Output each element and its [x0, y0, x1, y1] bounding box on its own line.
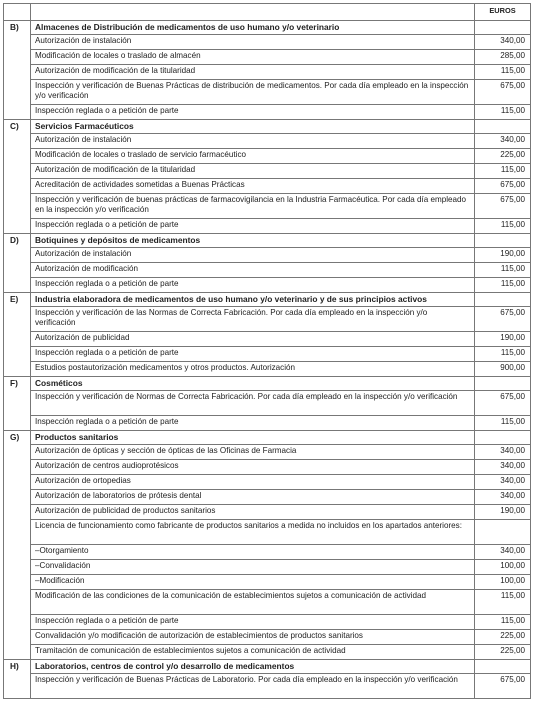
fee-row [4, 80, 531, 105]
fee-row [4, 134, 531, 149]
fee-description: Inspección reglada o a petición de parte [31, 615, 475, 630]
fee-amount: 115,00 [475, 219, 531, 234]
fee-row [4, 575, 531, 590]
fee-row [4, 50, 531, 65]
fee-row [4, 65, 531, 80]
fee-description: Estudios postautorización medicamentos y otros productos. Autorización [31, 362, 475, 377]
fee-amount: 115,00 [475, 416, 531, 431]
fee-description: Modificación de locales o traslado de servicio farmacéutico [31, 149, 475, 164]
fee-row [4, 445, 531, 460]
fee-row [4, 645, 531, 660]
fee-description: Inspección y verificación de Buenas Prácticas de Laboratorio. Por cada día empleado en la inspección y/o verificación [31, 674, 475, 699]
fee-description: Autorización de instalación [31, 248, 475, 263]
fee-description: Autorización de centros audioprotésicos [31, 460, 475, 475]
fee-row [4, 416, 531, 431]
fee-amount: 115,00 [475, 164, 531, 179]
fee-description: Acreditación de actividades sometidas a Buenas Prácticas [31, 179, 475, 194]
fee-description: Convalidación y/o modificación de autorización de establecimientos de productos sanitarios [31, 630, 475, 645]
fee-row [4, 545, 531, 560]
fee-row [4, 505, 531, 520]
fee-amount: 900,00 [475, 362, 531, 377]
fee-row [4, 307, 531, 332]
fee-amount: 225,00 [475, 645, 531, 660]
section-letter: H) [4, 660, 31, 699]
fee-description: Licencia de funcionamiento como fabricante de productos sanitarios a medida no incluidos en los apartados anteriores: [31, 520, 475, 545]
section-header-row [4, 660, 531, 674]
section-title-value-cell [475, 21, 531, 35]
fee-amount: 340,00 [475, 445, 531, 460]
fee-amount: 190,00 [475, 505, 531, 520]
section-letter: F) [4, 377, 31, 431]
fee-table-page [3, 3, 530, 699]
fee-amount: 115,00 [475, 263, 531, 278]
fee-row [4, 194, 531, 219]
fee-amount: 340,00 [475, 134, 531, 149]
fee-row [4, 35, 531, 50]
fee-amount: 115,00 [475, 65, 531, 80]
fee-description: Autorización de modificación [31, 263, 475, 278]
fee-amount: 190,00 [475, 248, 531, 263]
fee-description: Autorización de modificación de la titularidad [31, 164, 475, 179]
fee-amount: 675,00 [475, 307, 531, 332]
fee-row [4, 248, 531, 263]
fee-amount: 100,00 [475, 560, 531, 575]
section-header-row [4, 431, 531, 445]
fee-amount: 340,00 [475, 490, 531, 505]
fee-row [4, 219, 531, 234]
section-title-value-cell [475, 431, 531, 445]
fee-description: Autorización de ópticas y sección de ópticas de las Oficinas de Farmacia [31, 445, 475, 460]
fee-row [4, 332, 531, 347]
section-title-value-cell [475, 120, 531, 134]
section-title: Servicios Farmacéuticos [31, 120, 475, 134]
fee-description: Inspección reglada o a petición de parte [31, 219, 475, 234]
fee-row [4, 347, 531, 362]
section-title: Industria elaboradora de medicamentos de uso humano y/o veterinario y de sus principios activos [31, 293, 475, 307]
fee-description: Autorización de publicidad de productos sanitarios [31, 505, 475, 520]
fee-row [4, 278, 531, 293]
fee-row [4, 460, 531, 475]
section-header-row [4, 120, 531, 134]
fee-amount [475, 520, 531, 545]
fee-amount: 675,00 [475, 194, 531, 219]
fee-row [4, 520, 531, 545]
fee-row [4, 263, 531, 278]
fee-row [4, 164, 531, 179]
fee-amount: 675,00 [475, 179, 531, 194]
section-title-value-cell [475, 234, 531, 248]
section-letter: D) [4, 234, 31, 293]
fee-amount: 115,00 [475, 278, 531, 293]
fee-row [4, 674, 531, 699]
fee-description: Inspección y verificación de buenas prácticas de farmacovigilancia en la Industria Farmacéutica. Por cada día empleado en la inspección y/o verificación [31, 194, 475, 219]
fee-amount: 285,00 [475, 50, 531, 65]
fee-row [4, 149, 531, 164]
euros-column-header: EUROS [475, 4, 531, 21]
fee-description: Inspección reglada o a petición de parte [31, 278, 475, 293]
section-title: Almacenes de Distribución de medicamentos de uso humano y/o veterinario [31, 21, 475, 35]
fee-amount: 675,00 [475, 80, 531, 105]
fee-amount: 225,00 [475, 630, 531, 645]
fee-description: Modificación de las condiciones de la comunicación de establecimientos sujetos a comunicación de actividad [31, 590, 475, 615]
fee-description: Inspección reglada o a petición de parte [31, 105, 475, 120]
section-header-row [4, 21, 531, 35]
section-title-value-cell [475, 377, 531, 391]
fee-amount: 340,00 [475, 545, 531, 560]
fee-amount: 675,00 [475, 674, 531, 699]
fee-amount: 225,00 [475, 149, 531, 164]
fee-amount: 675,00 [475, 391, 531, 416]
section-letter: C) [4, 120, 31, 234]
fee-amount: 115,00 [475, 347, 531, 362]
fee-description: Autorización de modificación de la titularidad [31, 65, 475, 80]
section-header-row [4, 377, 531, 391]
fee-amount: 340,00 [475, 475, 531, 490]
fee-description: Inspección reglada o a petición de parte [31, 416, 475, 431]
fee-amount: 115,00 [475, 590, 531, 615]
fee-row [4, 391, 531, 416]
fee-amount: 115,00 [475, 615, 531, 630]
section-letter: B) [4, 21, 31, 120]
fee-row [4, 630, 531, 645]
fee-description: Modificación de locales o traslado de almacén [31, 50, 475, 65]
fee-amount: 190,00 [475, 332, 531, 347]
section-title-value-cell [475, 293, 531, 307]
fee-row [4, 560, 531, 575]
fee-description: –Convalidación [31, 560, 475, 575]
fee-row [4, 475, 531, 490]
fee-description: Inspección reglada o a petición de parte [31, 347, 475, 362]
fee-description: Inspección y verificación de Normas de Correcta Fabricación. Por cada día empleado en la inspección y/o verificación [31, 391, 475, 416]
fee-amount: 340,00 [475, 35, 531, 50]
section-title: Laboratorios, centros de control y/o desarrollo de medicamentos [31, 660, 475, 674]
fee-description: Autorización de ortopedias [31, 475, 475, 490]
section-letter: E) [4, 293, 31, 377]
section-title-value-cell [475, 660, 531, 674]
fee-amount: 115,00 [475, 105, 531, 120]
fee-description: Autorización de publicidad [31, 332, 475, 347]
fee-row [4, 490, 531, 505]
section-letter: G) [4, 431, 31, 660]
header-empty-cell [31, 4, 475, 21]
fee-description: Autorización de instalación [31, 134, 475, 149]
section-title: Productos sanitarios [31, 431, 475, 445]
section-header-row [4, 293, 531, 307]
fee-row [4, 615, 531, 630]
fee-description: –Modificación [31, 575, 475, 590]
fee-description: Inspección y verificación de Buenas Prácticas de distribución de medicamentos. Por cada día empleado en la inspección y/o verificación [31, 80, 475, 105]
fee-description: Tramitación de comunicación de establecimientos sujetos a comunicación de actividad [31, 645, 475, 660]
fee-amount: 340,00 [475, 460, 531, 475]
table-header-row [4, 4, 531, 21]
fee-description: Autorización de laboratorios de prótesis dental [31, 490, 475, 505]
fee-row [4, 105, 531, 120]
section-title: Cosméticos [31, 377, 475, 391]
header-empty-cell [4, 4, 31, 21]
fee-description: Autorización de instalación [31, 35, 475, 50]
fee-description: Inspección y verificación de las Normas de Correcta Fabricación. Por cada día empleado en la inspección y/o verificación [31, 307, 475, 332]
fee-row [4, 179, 531, 194]
fee-row [4, 362, 531, 377]
fee-description: –Otorgamiento [31, 545, 475, 560]
fee-amount: 100,00 [475, 575, 531, 590]
section-header-row [4, 234, 531, 248]
fee-table [3, 3, 531, 699]
fee-row [4, 590, 531, 615]
section-title: Botiquines y depósitos de medicamentos [31, 234, 475, 248]
